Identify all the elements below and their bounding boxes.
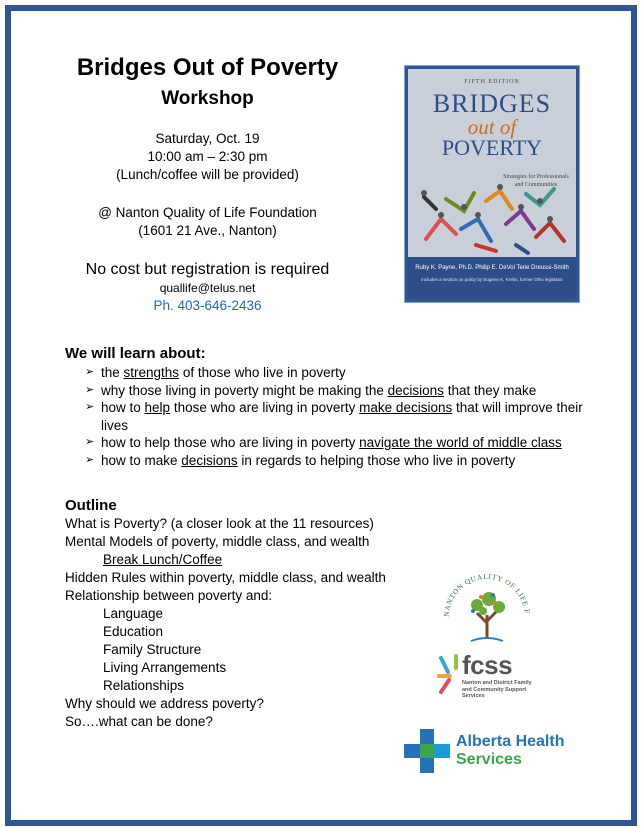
event-address: (1601 21 Ave., Nanton) — [138, 223, 277, 238]
outline-line: So….what can be done? — [65, 714, 213, 729]
list-item: ➢ how to help those who are living in poverty make decisions that will improve their lives — [85, 400, 583, 433]
fcss-subtitle: Nanton and District Family and Community Support Services — [462, 680, 532, 699]
event-lunch: (Lunch/coffee will be provided) — [116, 167, 299, 182]
list-item: ➢ how to help those who are living in poverty navigate the world of middle class — [85, 435, 562, 450]
outline-sub-item: Family Structure — [103, 642, 202, 657]
event-details — [40, 130, 375, 184]
qol-foundation-logo — [437, 567, 537, 652]
outline-sub-item: Education — [103, 624, 164, 639]
book-edition: FIFTH EDITION — [464, 79, 520, 85]
book-title-line3: POVERTY — [441, 135, 543, 160]
ahs-line1: Alberta Health — [456, 733, 565, 750]
contact-phone[interactable]: Ph. 403-646-2436 — [153, 298, 262, 313]
learn-list — [65, 364, 605, 469]
book-note: Includes a section on policy by Eugene K. Krebs, former Ohio legislator — [421, 277, 563, 282]
outline-line: Relationship between poverty and: — [65, 588, 273, 603]
list-item: ➢ why those living in poverty might be making the decisions that they make — [85, 382, 537, 398]
event-location — [40, 204, 375, 240]
arrow-bullet-icon: ➢ — [85, 401, 95, 413]
arrow-bullet-icon: ➢ — [85, 453, 95, 466]
ahs-line2: Services — [456, 751, 522, 768]
list-item: ➢ how to make decisions in regards to helping those who live in poverty — [85, 452, 516, 468]
book-footer — [408, 257, 576, 299]
book-figures-illustration — [416, 179, 571, 255]
contact-email[interactable]: quallife@telus.net — [159, 281, 256, 295]
book-title-line2: out of — [467, 115, 517, 139]
outline-sub-item: Language — [103, 606, 164, 621]
registration-info — [40, 259, 375, 315]
arrow-bullet-icon: ➢ — [85, 366, 95, 378]
event-date: Saturday, Oct. 19 — [155, 131, 260, 146]
event-time: 10:00 am – 2:30 pm — [147, 149, 268, 164]
book-authors: Ruby K. Payne, Ph.D. Philip E. DeVol Terie Dreussi-Smith — [415, 265, 569, 271]
learn-section — [65, 345, 605, 469]
page-subtitle: Workshop — [161, 88, 254, 109]
ahs-cross-icon — [404, 729, 452, 773]
outline-heading: Outline — [65, 497, 117, 514]
book-tagline: Strategies for Professionals and Communities — [503, 174, 569, 188]
outline-line: Mental Models of poverty, middle class, and wealth — [65, 534, 370, 549]
outline-section — [65, 497, 425, 731]
outline-break: Break Lunch/Coffee — [103, 552, 223, 567]
book-cover-image — [405, 66, 579, 302]
qol-arc-text: NANTON QUALITY OF LIFE F — [441, 571, 532, 618]
ahs-logo — [404, 729, 565, 778]
book-title-line1: BRIDGES — [432, 89, 552, 118]
fcss-wordmark: fcss — [462, 650, 513, 680]
event-venue: @ Nanton Quality of Life Foundation — [98, 205, 317, 220]
outline-sub-item: Relationships — [103, 678, 185, 693]
cost-note: No cost but registration is required — [85, 261, 330, 278]
page-title: Bridges Out of Poverty — [76, 54, 339, 81]
arrow-bullet-icon: ➢ — [85, 383, 95, 396]
outline-sub-item: Living Arrangements — [103, 660, 227, 675]
arrow-bullet-icon: ➢ — [85, 436, 95, 448]
fcss-logo — [436, 652, 532, 703]
outline-line: Hidden Rules within poverty, middle class, and wealth — [65, 570, 386, 585]
list-item: ➢ the strengths of those who live in poverty — [85, 365, 346, 380]
learn-heading: We will learn about: — [65, 345, 206, 362]
outline-line: What is Poverty? (a closer look at the 11 resources) — [65, 516, 374, 531]
outline-line: Why should we address poverty? — [65, 696, 264, 711]
